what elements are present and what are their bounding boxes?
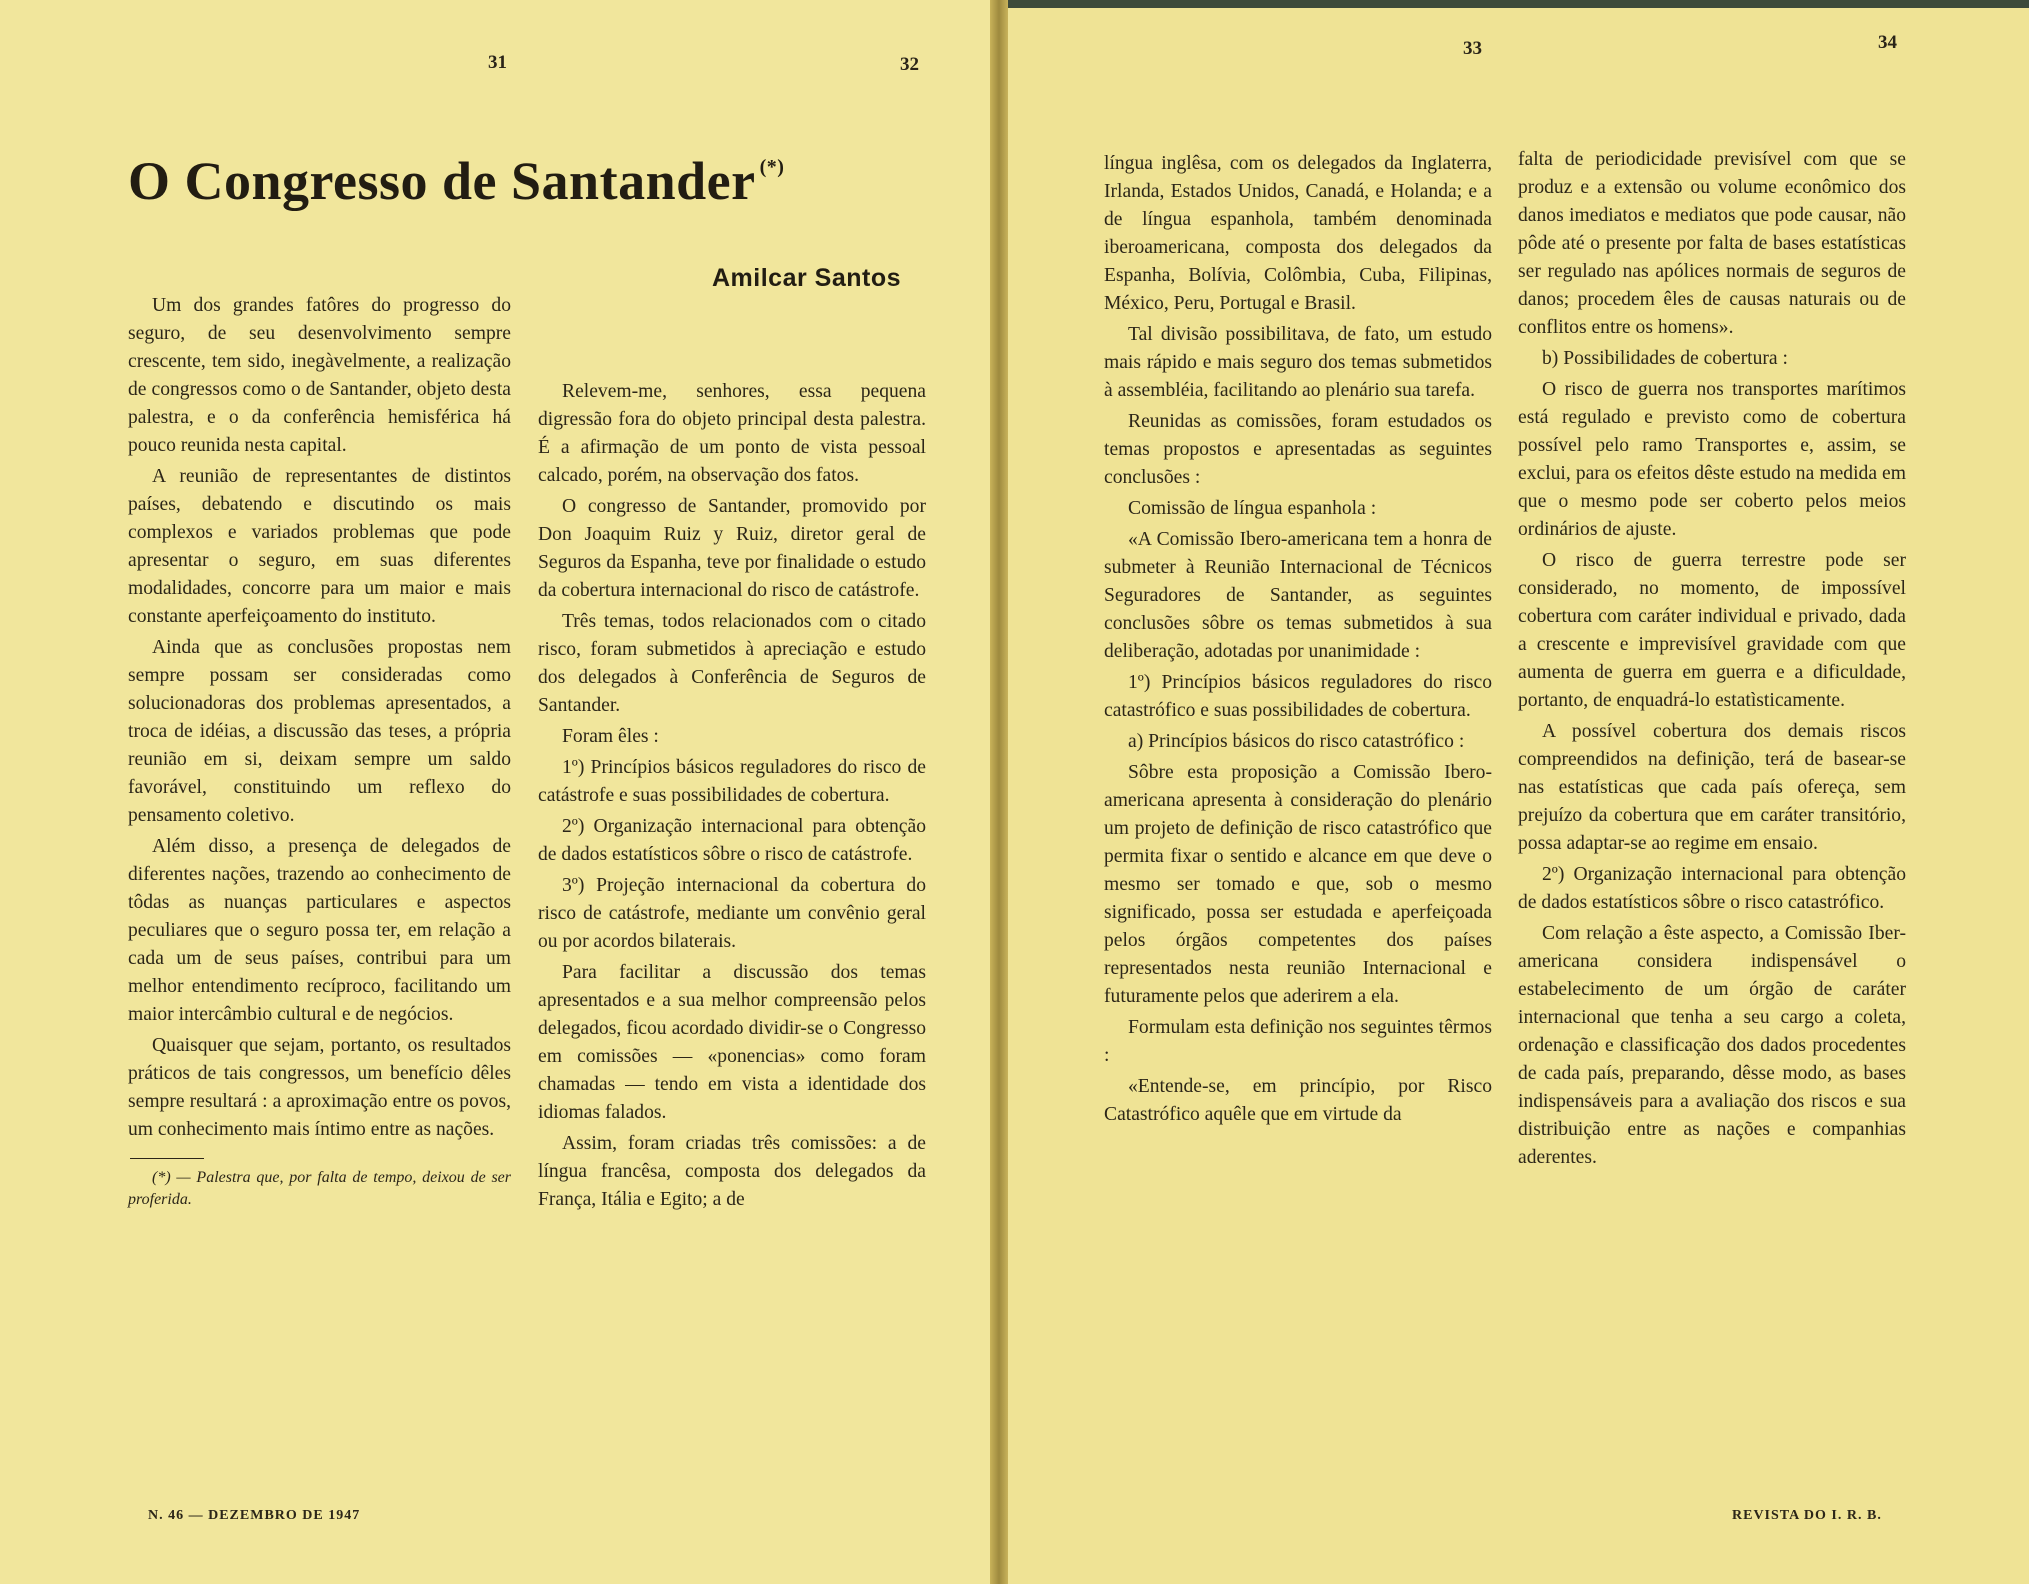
paragraph: Reunidas as comissões, foram estudados os temas propostos e apresentadas as seguintes conclusões :: [1104, 411, 1492, 488]
paragraph: falta de periodicidade previsível com que se produz e a extensão ou volume econômico dos danos imediatos e mediatos que pode causar, não pôde até o presente por falta de bases estatísticas ser regulado nas apólices normais de seguros de danos; procedem êles de causas naturais ou de conflitos entre os homens».: [1518, 149, 1906, 338]
paragraph: língua inglêsa, com os delegados da Inglaterra, Irlanda, Estados Unidos, Canadá, e Holanda; e a de língua espanhola, também denominada iberoamericana, composta dos delegados da Espanha, Bolívia, Colômbia, Cuba, Filipinas, México, Peru, Portugal e Brasil.: [1104, 153, 1492, 314]
page-number-33: 33: [1463, 38, 1482, 59]
paragraph: Ainda que as conclusões propostas nem sempre possam ser consideradas como solucionadoras dos problemas apresentados, a troca de idéias, a discussão das teses, a própria reunião em si, deixam sempre um saldo favorável, constituindo um reflexo do pensamento coletivo.: [128, 637, 511, 826]
paragraph: O risco de guerra nos transportes marítimos está regulado e previsto como de cobertura possível pelo ramo Transportes e, assim, se exclui, para os efeitos dêste estudo na medida em que o mesmo pode ser coberto pelos meios ordinários de ajuste.: [1518, 379, 1906, 540]
page-number-31: 31: [488, 52, 507, 73]
paragraph: Comissão de língua espanhola :: [1128, 498, 1377, 519]
paragraph: «A Comissão Ibero-americana tem a honra de submeter à Reunião Internacional de Técnicos Seguradores de Santander, as seguintes conclusões sôbre os temas submetidos à sua deliberação, adotadas por unanimidade :: [1104, 529, 1492, 662]
column-2: [538, 378, 926, 1217]
list-item: b) Possibilidades de cobertura :: [1542, 348, 1788, 369]
page-number-32: 32: [900, 54, 919, 75]
title-text: O Congresso de Santander: [128, 151, 756, 211]
column-3: [1104, 150, 1492, 1132]
paragraph: Foram êles :: [562, 726, 659, 747]
author-name: Amilcar Santos: [712, 264, 902, 292]
page-edge: [1005, 0, 2029, 8]
list-item: a) Princípios básicos do risco catastrófico :: [1128, 731, 1465, 752]
paragraph: A reunião de representantes de distintos países, debatendo e discutindo os mais complexos e variados problemas que pode apresentar o seguro, em suas diferentes modalidades, concorre para um maior e mais constante aperfeiçoamento do instituto.: [128, 466, 511, 627]
list-item: 1º) Princípios básicos reguladores do risco de catástrofe e suas possibilidades de cobertura.: [538, 757, 926, 806]
paragraph: Para facilitar a discussão dos temas apresentados e a sua melhor compreensão pelos delegados, ficou acordado dividir-se o Congresso em comissões — «ponencias» como foram chamadas — tendo em vista a identidade dos idiomas falados.: [538, 962, 926, 1123]
paragraph: «Entende-se, em princípio, por Risco Catastrófico aquêle que em virtude da: [1104, 1076, 1492, 1125]
binding-gutter: [990, 0, 1008, 1584]
column-4: [1518, 146, 1906, 1175]
paragraph: Relevem-me, senhores, essa pequena digressão fora do objeto principal desta palestra. É a afirmação de um ponto de vista pessoal calcado, porém, na observação dos fatos.: [538, 381, 926, 486]
paragraph: Além disso, a presença de delegados de diferentes nações, trazendo ao conhecimento de tôdas as nuanças particulares e aspectos peculiares que o seguro possa ter, em relação a cada um de seus países, contribui para um melhor entendimento recíproco, facilitando um maior intercâmbio cultural e de negócios.: [128, 836, 511, 1025]
footer-issue: N. 46 — DEZEMBRO DE 1947: [148, 1508, 361, 1523]
footer-publication: REVISTA DO I. R. B.: [1732, 1508, 1882, 1523]
paragraph: Sôbre esta proposição a Comissão Ibero-americana apresenta à consideração do plenário um projeto de definição de risco catastrófico que permita fixar o sentido e alcance em que deve o mesmo ser tomado e que, sob o mesmo significado, possa ser estudada e aperfeiçoada pelos órgãos competentes dos países representados nesta reunião Internacional e futuramente pelos que aderirem a ela.: [1104, 762, 1492, 1007]
footnote: (*) — Palestra que, por falta de tempo, deixou de ser proferida.: [128, 1169, 511, 1208]
list-item: 2º) Organização internacional para obtenção de dados estatísticos sôbre o risco de catástrofe.: [538, 816, 926, 865]
paragraph: Com relação a êste aspecto, a Comissão Iber-americana considera indispensável o estabelecimento de um órgão de caráter internacional que tenha a seu cargo a coleta, ordenação e classificação dos dados procedentes de cada país, preparando, dêsse modo, as bases indispensáveis para a avaliação dos riscos e sua distribuição entre as nações e companhias aderentes.: [1518, 923, 1906, 1168]
footnote-rule: [130, 1158, 204, 1159]
list-item: 3º) Projeção internacional da cobertura do risco de catástrofe, mediante um convênio geral ou por acordos bilaterais.: [538, 875, 926, 952]
paragraph: Um dos grandes fatôres do progresso do seguro, de seu desenvolvimento sempre crescente, tem sido, inegàvelmente, a realização de congressos como o de Santander, objeto desta palestra, e o da conferência hemisférica há pouco reunida nesta capital.: [128, 295, 511, 456]
paragraph: Três temas, todos relacionados com o citado risco, foram submetidos à apreciação e estudo dos delegados à Conferência de Seguros de Santander.: [538, 611, 926, 716]
paragraph: A possível cobertura dos demais riscos compreendidos na definição, terá de basear-se nas estatísticas que cada país ofereça, sem prejuízo da cobertura que em caráter transitório, possa adaptar-se ao regime em ensaio.: [1518, 721, 1906, 854]
page-number-34: 34: [1878, 32, 1897, 53]
list-item: 1º) Princípios básicos reguladores do risco catastrófico e suas possibilidades de cobertura.: [1104, 672, 1492, 721]
paragraph: Tal divisão possibilitava, de fato, um estudo mais rápido e mais seguro dos temas submetidos à assembléia, facilitando ao plenário sua tarefa.: [1104, 324, 1492, 401]
article-title: [128, 150, 784, 212]
paragraph: O congresso de Santander, promovido por Don Joaquim Ruiz y Ruiz, diretor geral de Seguros da Espanha, teve por finalidade o estudo da cobertura internacional do risco de catástrofe.: [538, 496, 926, 601]
list-item: 2º) Organização internacional para obtenção de dados estatísticos sôbre o risco catastrófico.: [1518, 864, 1906, 913]
paragraph: Quaisquer que sejam, portanto, os resultados práticos de tais congressos, um benefício dêles sempre resultará : a aproximação entre os povos, um conhecimento mais íntimo entre as nações.: [128, 1035, 511, 1140]
column-1: [128, 292, 511, 1214]
paragraph: O risco de guerra terrestre pode ser considerado, no momento, de impossível cobertura com caráter individual e privado, dada a crescente e imprevisível gravidade com que aumenta de guerra em guerra e a dificuldade, portanto, de enquadrá-lo estatìsticamente.: [1518, 550, 1906, 711]
paragraph: Assim, foram criadas três comissões: a de língua francêsa, composta dos delegados da França, Itália e Egito; a de: [538, 1133, 926, 1210]
title-footnote-mark: (*): [759, 156, 785, 178]
paragraph: Formulam esta definição nos seguintes têrmos :: [1104, 1017, 1492, 1066]
